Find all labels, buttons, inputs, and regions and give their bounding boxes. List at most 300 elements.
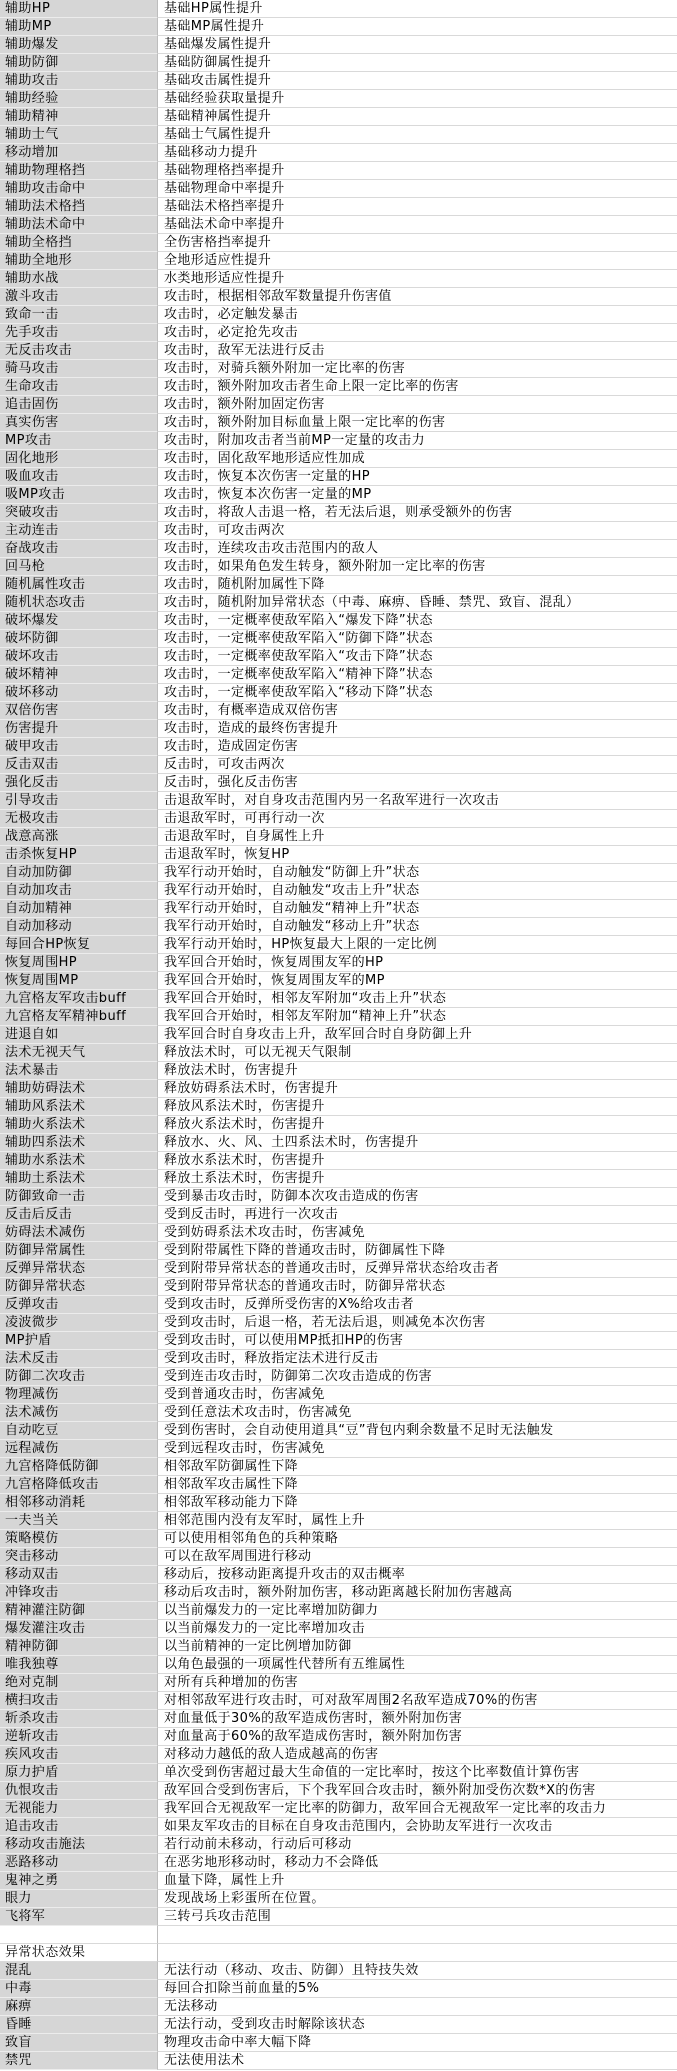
skill-name-cell[interactable]: 强化反击: [0, 774, 157, 792]
skill-desc-cell[interactable]: 基础防御属性提升: [157, 54, 677, 72]
skill-desc-cell[interactable]: 基础经验获取量提升: [157, 90, 677, 108]
table-row: [0, 1224, 677, 1242]
skill-name-cell[interactable]: 回马枪: [0, 558, 157, 576]
skill-name-cell[interactable]: 辅助物理格挡: [0, 162, 157, 180]
skill-name-cell[interactable]: 反弹攻击: [0, 1296, 157, 1314]
skill-desc-cell[interactable]: 可以在敌军周围进行移动: [157, 1548, 677, 1566]
skill-desc-cell[interactable]: 全伤害格挡率提升: [157, 234, 677, 252]
skill-name-cell[interactable]: 破坏精神: [0, 666, 157, 684]
skill-desc-cell[interactable]: 攻击时，随机附加异常状态（中毒、麻痹、昏睡、禁咒、致盲、混乱）: [157, 594, 677, 612]
skill-desc-cell[interactable]: 血量下降，属性上升: [157, 1872, 677, 1890]
table-row: [0, 432, 677, 450]
skill-name-cell[interactable]: 辅助精神: [0, 108, 157, 126]
skill-desc-cell[interactable]: 对相邻敌军进行攻击时，可对敌军周围2名敌军造成70%的伤害: [157, 1692, 677, 1710]
skill-desc-cell[interactable]: 可以使用相邻角色的兵种策略: [157, 1530, 677, 1548]
table-row: [0, 360, 677, 378]
skill-desc-cell[interactable]: 以当前爆发力的一定比率增加防御力: [157, 1602, 677, 1620]
skill-desc-cell[interactable]: 受到暴击攻击时，防御本次攻击造成的伤害: [157, 1188, 677, 1206]
table-row: [0, 1548, 677, 1566]
skill-name-cell[interactable]: 先手攻击: [0, 324, 157, 342]
table-row: [0, 216, 677, 234]
skill-desc-cell[interactable]: 我军行动开始时，自动触发“攻击上升”状态: [157, 882, 677, 900]
skill-name-cell[interactable]: 精神防御: [0, 1638, 157, 1656]
skill-desc-cell[interactable]: 水类地形适应性提升: [157, 270, 677, 288]
skill-desc-cell[interactable]: 我军回合开始时，恢复周围友军的HP: [157, 954, 677, 972]
skill-desc-cell[interactable]: 攻击时，造成固定伤害: [157, 738, 677, 756]
skill-name-cell[interactable]: 辅助法术格挡: [0, 198, 157, 216]
skill-name-cell[interactable]: 飞将军: [0, 1908, 157, 1926]
skill-name-cell[interactable]: 突击移动: [0, 1548, 157, 1566]
skill-desc-cell[interactable]: 基础移动力提升: [157, 144, 677, 162]
skill-desc-cell[interactable]: 攻击时，额外附加攻击者生命上限一定比率的伤害: [157, 378, 677, 396]
skill-name-cell[interactable]: 进退自如: [0, 1026, 157, 1044]
skill-name-cell[interactable]: 原力护盾: [0, 1764, 157, 1782]
skill-name-cell[interactable]: 辅助HP: [0, 0, 157, 18]
skill-desc-cell[interactable]: 三转弓兵攻击范围: [157, 1908, 677, 1926]
skill-name-cell[interactable]: 鬼神之勇: [0, 1872, 157, 1890]
table-row: [0, 846, 677, 864]
skill-desc-cell[interactable]: 释放妨碍系法术时，伤害提升: [157, 1080, 677, 1098]
skill-desc-cell[interactable]: 基础法术格挡率提升: [157, 198, 677, 216]
skill-desc-cell[interactable]: 攻击时，必定抢先攻击: [157, 324, 677, 342]
skill-desc-cell[interactable]: 释放法术时，伤害提升: [157, 1062, 677, 1080]
skill-desc-cell[interactable]: 攻击时，恢复本次伤害一定量的MP: [157, 486, 677, 504]
skill-name-cell[interactable]: 法术减伤: [0, 1404, 157, 1422]
skill-name-cell[interactable]: 恶路移动: [0, 1854, 157, 1872]
skill-name-cell[interactable]: 移动攻击施法: [0, 1836, 157, 1854]
table-row: [0, 1944, 677, 1962]
skill-name-cell[interactable]: 反弹异常状态: [0, 1260, 157, 1278]
skill-desc-cell[interactable]: 我军回合开始时，相邻友军附加“攻击上升”状态: [157, 990, 677, 1008]
skill-name-cell[interactable]: 九宫格降低防御: [0, 1458, 157, 1476]
skill-name-cell[interactable]: 法术暴击: [0, 1062, 157, 1080]
skill-name-cell[interactable]: 伤害提升: [0, 720, 157, 738]
skill-desc-cell[interactable]: 基础士气属性提升: [157, 126, 677, 144]
skill-desc-cell[interactable]: 释放水、火、风、土四系法术时，伤害提升: [157, 1134, 677, 1152]
skill-desc-cell[interactable]: 受到附带属性下降的普通攻击时，防御属性下降: [157, 1242, 677, 1260]
table-row: [0, 0, 677, 18]
skill-name-cell[interactable]: 移动增加: [0, 144, 157, 162]
skill-desc-cell[interactable]: [157, 1926, 677, 1944]
skill-desc-cell[interactable]: 受到攻击时，反弹所受伤害的X%给攻击者: [157, 1296, 677, 1314]
table-row: [0, 972, 677, 990]
table-row: [0, 612, 677, 630]
skill-desc-cell[interactable]: 攻击时，一定概率使敌军陷入“移动下降”状态: [157, 684, 677, 702]
skill-desc-cell[interactable]: 基础HP属性提升: [157, 0, 677, 18]
skill-name-cell[interactable]: 疾风攻击: [0, 1746, 157, 1764]
table-row: [0, 1764, 677, 1782]
skill-desc-cell[interactable]: 击退敌军时，自身属性上升: [157, 828, 677, 846]
skill-desc-cell[interactable]: 我军行动开始时，自动触发“移动上升”状态: [157, 918, 677, 936]
table-row: [0, 558, 677, 576]
table-row: [0, 1836, 677, 1854]
skill-name-cell[interactable]: 引导攻击: [0, 792, 157, 810]
table-row: [0, 1818, 677, 1836]
skill-name-cell[interactable]: 九宫格友军精神buff: [0, 1008, 157, 1026]
table-row: [0, 1494, 677, 1512]
skill-desc-cell[interactable]: 我军回合时自身攻击上升，敌军回合时自身防御上升: [157, 1026, 677, 1044]
skill-desc-cell[interactable]: 相邻范围内没有友军时，属性上升: [157, 1512, 677, 1530]
table-row: [0, 126, 677, 144]
skill-name-cell[interactable]: 中毒: [0, 1980, 157, 1998]
skill-name-cell[interactable]: 防御异常属性: [0, 1242, 157, 1260]
skill-name-cell[interactable]: 辅助水战: [0, 270, 157, 288]
skill-name-cell[interactable]: 恢复周围MP: [0, 972, 157, 990]
table-row: [0, 270, 677, 288]
skill-desc-cell[interactable]: 对所有兵种增加的伤害: [157, 1674, 677, 1692]
table-row: [0, 1800, 677, 1818]
table-row: [0, 486, 677, 504]
table-row: [0, 1314, 677, 1332]
table-row: [0, 324, 677, 342]
skill-name-cell[interactable]: MP攻击: [0, 432, 157, 450]
table-row: [0, 504, 677, 522]
skill-name-cell[interactable]: 追击固伤: [0, 396, 157, 414]
table-row: [0, 1584, 677, 1602]
skill-name-cell[interactable]: 辅助MP: [0, 18, 157, 36]
table-row: [0, 1008, 677, 1026]
table-row: [0, 468, 677, 486]
skill-desc-cell[interactable]: 攻击时，对骑兵额外附加一定比率的伤害: [157, 360, 677, 378]
skill-desc-cell[interactable]: 攻击时，必定触发暴击: [157, 306, 677, 324]
skill-desc-cell[interactable]: 释放法术时，可以无视天气限制: [157, 1044, 677, 1062]
skill-name-cell[interactable]: 混乱: [0, 1962, 157, 1980]
table-row: [0, 1530, 677, 1548]
skill-desc-cell[interactable]: 击退敌军时，恢复HP: [157, 846, 677, 864]
skill-desc-cell[interactable]: 相邻敌军移动能力下降: [157, 1494, 677, 1512]
skill-desc-cell[interactable]: 受到反击时，再进行一次攻击: [157, 1206, 677, 1224]
skill-desc-cell[interactable]: 全地形适应性提升: [157, 252, 677, 270]
skill-desc-cell[interactable]: 受到任意法术攻击时，伤害减免: [157, 1404, 677, 1422]
skill-desc-cell[interactable]: 受到连击攻击时，防御第二次攻击造成的伤害: [157, 1368, 677, 1386]
table-row: [0, 1656, 677, 1674]
skill-name-cell[interactable]: 相邻移动消耗: [0, 1494, 157, 1512]
skill-name-cell[interactable]: 法术反击: [0, 1350, 157, 1368]
skill-name-cell[interactable]: 辅助全地形: [0, 252, 157, 270]
skill-name-cell[interactable]: 一夫当关: [0, 1512, 157, 1530]
skill-name-cell[interactable]: 麻痹: [0, 1998, 157, 2016]
skill-desc-cell[interactable]: 受到普通攻击时，伤害减免: [157, 1386, 677, 1404]
table-row: [0, 540, 677, 558]
skill-name-cell[interactable]: 策略模仿: [0, 1530, 157, 1548]
skill-name-cell[interactable]: 禁咒: [0, 2052, 157, 2070]
skill-desc-cell[interactable]: 我军行动开始时，HP恢复最大上限的一定比例: [157, 936, 677, 954]
skill-desc-cell[interactable]: 受到妨碍系法术攻击时，伤害减免: [157, 1224, 677, 1242]
skill-desc-cell[interactable]: 受到附带异常状态的普通攻击时，防御异常状态: [157, 1278, 677, 1296]
skill-desc-cell[interactable]: 以当前精神的一定比例增加防御: [157, 1638, 677, 1656]
skill-desc-cell[interactable]: 受到附带异常状态的普通攻击时，反弹异常状态给攻击者: [157, 1260, 677, 1278]
skill-desc-cell[interactable]: 物理攻击命中率大幅下降: [157, 2034, 677, 2052]
skill-name-cell[interactable]: 无极攻击: [0, 810, 157, 828]
skill-name-cell[interactable]: 双倍伤害: [0, 702, 157, 720]
skill-desc-cell[interactable]: 攻击时，一定概率使敌军陷入“防御下降”状态: [157, 630, 677, 648]
skill-name-cell[interactable]: 辅助火系法术: [0, 1116, 157, 1134]
skill-name-cell[interactable]: 防御二次攻击: [0, 1368, 157, 1386]
skill-desc-cell[interactable]: 击退敌军时，可再行动一次: [157, 810, 677, 828]
skill-desc-cell[interactable]: 在恶劣地形移动时，移动力不会降低: [157, 1854, 677, 1872]
skill-name-cell[interactable]: 辅助经验: [0, 90, 157, 108]
skill-name-cell[interactable]: 破坏爆发: [0, 612, 157, 630]
skill-name-cell[interactable]: 法术无视天气: [0, 1044, 157, 1062]
skill-desc-cell[interactable]: 对移动力越低的敌人造成越高的伤害: [157, 1746, 677, 1764]
skill-desc-cell[interactable]: 敌军回合受到伤害后，下个我军回合攻击时，额外附加受伤次数*X的伤害: [157, 1782, 677, 1800]
skill-name-cell[interactable]: 辅助爆发: [0, 36, 157, 54]
skill-name-cell[interactable]: 九宫格友军攻击buff: [0, 990, 157, 1008]
skill-name-cell[interactable]: 致盲: [0, 2034, 157, 2052]
table-row: [0, 1602, 677, 1620]
skill-desc-cell[interactable]: 攻击时，如果角色发生转身，额外附加一定比率的伤害: [157, 558, 677, 576]
skill-desc-cell[interactable]: 攻击时，将敌人击退一格，若无法后退，则承受额外的伤害: [157, 504, 677, 522]
skill-desc-cell[interactable]: 攻击时，额外附加固定伤害: [157, 396, 677, 414]
skill-desc-cell[interactable]: 攻击时，根据相邻敌军数量提升伤害值: [157, 288, 677, 306]
table-row: [0, 1566, 677, 1584]
table-row: [0, 162, 677, 180]
table-row: [0, 90, 677, 108]
skill-desc-cell[interactable]: 击退敌军时，对自身攻击范围内另一名敌军进行一次攻击: [157, 792, 677, 810]
skill-name-cell[interactable]: 绝对克制: [0, 1674, 157, 1692]
skill-name-cell[interactable]: 昏睡: [0, 2016, 157, 2034]
skill-desc-cell[interactable]: 基础法术命中率提升: [157, 216, 677, 234]
skill-name-cell[interactable]: 无视能力: [0, 1800, 157, 1818]
skill-desc-cell[interactable]: 受到攻击时，可以使用MP抵扣HP的伤害: [157, 1332, 677, 1350]
skill-name-cell[interactable]: 破坏攻击: [0, 648, 157, 666]
skill-desc-cell[interactable]: 我军行动开始时，自动触发“防御上升”状态: [157, 864, 677, 882]
skill-name-cell[interactable]: 破坏防御: [0, 630, 157, 648]
skill-desc-cell[interactable]: 攻击时，恢复本次伤害一定量的HP: [157, 468, 677, 486]
skill-name-cell[interactable]: 防御异常状态: [0, 1278, 157, 1296]
table-row: [0, 144, 677, 162]
skill-name-cell[interactable]: 生命攻击: [0, 378, 157, 396]
table-row: [0, 1458, 677, 1476]
table-row: [0, 882, 677, 900]
skill-desc-cell[interactable]: 无法行动，受到攻击时解除该状态: [157, 2016, 677, 2034]
skill-desc-cell[interactable]: 以角色最强的一项属性代替所有五维属性: [157, 1656, 677, 1674]
skill-desc-cell[interactable]: 反击时，可攻击两次: [157, 756, 677, 774]
skill-name-cell[interactable]: 破甲攻击: [0, 738, 157, 756]
skill-desc-cell[interactable]: 我军回合无视敌军一定比率的防御力，敌军回合无视敌军一定比率的攻击力: [157, 1800, 677, 1818]
table-row: [0, 1188, 677, 1206]
skill-name-cell[interactable]: 随机状态攻击: [0, 594, 157, 612]
skill-name-cell[interactable]: MP护盾: [0, 1332, 157, 1350]
skill-desc-cell[interactable]: 受到攻击时，释放指定法术进行反击: [157, 1350, 677, 1368]
skill-name-cell[interactable]: 战意高涨: [0, 828, 157, 846]
skill-name-cell[interactable]: 致命一击: [0, 306, 157, 324]
skill-name-cell[interactable]: 突破攻击: [0, 504, 157, 522]
skill-name-cell[interactable]: 激斗攻击: [0, 288, 157, 306]
table-row: [0, 1710, 677, 1728]
skill-desc-cell[interactable]: 攻击时，一定概率使敌军陷入“攻击下降”状态: [157, 648, 677, 666]
skill-desc-cell[interactable]: 对血量高于60%的敌军造成伤害时，额外附加伤害: [157, 1728, 677, 1746]
skill-desc-cell[interactable]: 如果友军攻击的目标在自身攻击范围内，会协助友军进行一次攻击: [157, 1818, 677, 1836]
skill-desc-cell[interactable]: 释放土系法术时，伤害提升: [157, 1170, 677, 1188]
table-row: [0, 648, 677, 666]
table-row: [0, 900, 677, 918]
skill-name-cell[interactable]: 辅助妨碍法术: [0, 1080, 157, 1098]
skill-desc-cell[interactable]: 攻击时，连续攻击攻击范围内的敌人: [157, 540, 677, 558]
skill-name-cell[interactable]: 恢复周围HP: [0, 954, 157, 972]
skill-name-cell[interactable]: 真实伤害: [0, 414, 157, 432]
skill-name-cell[interactable]: 击杀恢复HP: [0, 846, 157, 864]
skill-name-cell[interactable]: 自动吃豆: [0, 1422, 157, 1440]
table-row: [0, 1026, 677, 1044]
skill-name-cell[interactable]: 自动加防御: [0, 864, 157, 882]
skill-desc-cell[interactable]: 攻击时，造成的最终伤害提升: [157, 720, 677, 738]
table-row: [0, 2034, 677, 2052]
skill-desc-cell[interactable]: 对血量低于30%的敌军造成伤害时，额外附加伤害: [157, 1710, 677, 1728]
skill-desc-cell[interactable]: 受到攻击时，后退一格，若无法后退，则减免本次伤害: [157, 1314, 677, 1332]
skill-name-cell[interactable]: 辅助防御: [0, 54, 157, 72]
skill-desc-cell[interactable]: 反击时，强化反击伤害: [157, 774, 677, 792]
skill-name-cell[interactable]: 吸血攻击: [0, 468, 157, 486]
skill-name-cell[interactable]: [0, 1926, 157, 1944]
table-row: [0, 684, 677, 702]
skill-name-cell[interactable]: 每回合HP恢复: [0, 936, 157, 954]
skill-name-cell[interactable]: 骑马攻击: [0, 360, 157, 378]
skill-name-cell[interactable]: 辅助攻击: [0, 72, 157, 90]
skill-name-cell[interactable]: 远程减伤: [0, 1440, 157, 1458]
skill-desc-cell[interactable]: 每回合扣除当前血量的5%: [157, 1980, 677, 1998]
skill-name-cell[interactable]: 辅助四系法术: [0, 1134, 157, 1152]
skill-name-cell[interactable]: 辅助攻击命中: [0, 180, 157, 198]
skill-name-cell[interactable]: 移动双击: [0, 1566, 157, 1584]
skill-desc-cell[interactable]: 攻击时，固化敌军地形适应性加成: [157, 450, 677, 468]
skill-name-cell[interactable]: 斩杀攻击: [0, 1710, 157, 1728]
skill-desc-cell[interactable]: 基础物理格挡率提升: [157, 162, 677, 180]
skill-name-cell[interactable]: 爆发灌注攻击: [0, 1620, 157, 1638]
skill-name-cell[interactable]: 冲锋攻击: [0, 1584, 157, 1602]
skill-name-cell[interactable]: 妨碍法术减伤: [0, 1224, 157, 1242]
table-row: [0, 666, 677, 684]
skill-name-cell[interactable]: 辅助全格挡: [0, 234, 157, 252]
skill-name-cell[interactable]: 辅助法术命中: [0, 216, 157, 234]
table-row: [0, 1674, 677, 1692]
skill-desc-cell[interactable]: 我军回合开始时，相邻友军附加“精神上升”状态: [157, 1008, 677, 1026]
table-row: [0, 1422, 677, 1440]
table-row: [0, 990, 677, 1008]
table-row: [0, 414, 677, 432]
skill-desc-cell[interactable]: 基础MP属性提升: [157, 18, 677, 36]
skill-name-cell[interactable]: 辅助风系法术: [0, 1098, 157, 1116]
skill-name-cell[interactable]: 异常状态效果: [0, 1944, 157, 1962]
table-row: [0, 864, 677, 882]
table-row: [0, 1746, 677, 1764]
skill-desc-cell[interactable]: 移动后攻击时，额外附加伤害，移动距离越长附加伤害越高: [157, 1584, 677, 1602]
skill-name-cell[interactable]: 自动加攻击: [0, 882, 157, 900]
skill-name-cell[interactable]: 反击后反击: [0, 1206, 157, 1224]
table-row: [0, 774, 677, 792]
table-row: [0, 1152, 677, 1170]
skill-name-cell[interactable]: 横扫攻击: [0, 1692, 157, 1710]
skill-name-cell[interactable]: 奋战攻击: [0, 540, 157, 558]
table-row: [0, 630, 677, 648]
skill-name-cell[interactable]: 无反击攻击: [0, 342, 157, 360]
skill-desc-cell[interactable]: 基础物理命中率提升: [157, 180, 677, 198]
skill-name-cell[interactable]: 辅助士气: [0, 126, 157, 144]
skill-desc-cell[interactable]: 基础爆发属性提升: [157, 36, 677, 54]
skill-desc-cell[interactable]: 若行动前未移动，行动后可移动: [157, 1836, 677, 1854]
skill-desc-cell[interactable]: 无法使用法术: [157, 2052, 677, 2070]
skill-name-cell[interactable]: 防御致命一击: [0, 1188, 157, 1206]
table-row: [0, 1296, 677, 1314]
skill-name-cell[interactable]: 眼力: [0, 1890, 157, 1908]
table-row: [0, 234, 677, 252]
table-row: [0, 1278, 677, 1296]
skill-desc-cell[interactable]: 释放火系法术时，伤害提升: [157, 1116, 677, 1134]
table-row: [0, 702, 677, 720]
table-row: [0, 918, 677, 936]
skill-name-cell[interactable]: 物理减伤: [0, 1386, 157, 1404]
skill-desc-cell[interactable]: 移动后，按移动距离提升攻击的双击概率: [157, 1566, 677, 1584]
skill-desc-cell[interactable]: 攻击时，敌军无法进行反击: [157, 342, 677, 360]
skill-name-cell[interactable]: 固化地形: [0, 450, 157, 468]
skill-desc-cell[interactable]: 单次受到伤害超过最大生命值的一定比率时，按这个比率数值计算伤害: [157, 1764, 677, 1782]
skill-desc-cell[interactable]: 攻击时，可攻击两次: [157, 522, 677, 540]
skill-name-cell[interactable]: 精神灌注防御: [0, 1602, 157, 1620]
skill-name-cell[interactable]: 九宫格降低攻击: [0, 1476, 157, 1494]
skill-desc-cell[interactable]: 无法行动（移动、攻击、防御）且特技失效: [157, 1962, 677, 1980]
skill-desc-cell[interactable]: 受到远程攻击时，伤害减免: [157, 1440, 677, 1458]
skill-desc-cell[interactable]: 攻击时，一定概率使敌军陷入“精神下降”状态: [157, 666, 677, 684]
table-row: [0, 378, 677, 396]
table-row: [0, 1386, 677, 1404]
skill-name-cell[interactable]: 破坏移动: [0, 684, 157, 702]
table-row: [0, 1134, 677, 1152]
skill-name-cell[interactable]: 反击双击: [0, 756, 157, 774]
skill-desc-cell[interactable]: [157, 1944, 677, 1962]
skill-name-cell[interactable]: 吸MP攻击: [0, 486, 157, 504]
table-row: [0, 54, 677, 72]
skill-desc-cell[interactable]: 无法移动: [157, 1998, 677, 2016]
table-row: [0, 522, 677, 540]
skill-desc-cell[interactable]: 我军行动开始时，自动触发“精神上升”状态: [157, 900, 677, 918]
skill-name-cell[interactable]: 辅助土系法术: [0, 1170, 157, 1188]
skill-desc-cell[interactable]: 攻击时，一定概率使敌军陷入“爆发下降”状态: [157, 612, 677, 630]
skill-name-cell[interactable]: 仇恨攻击: [0, 1782, 157, 1800]
skill-desc-cell[interactable]: 基础攻击属性提升: [157, 72, 677, 90]
skill-name-cell[interactable]: 自动加精神: [0, 900, 157, 918]
skill-name-cell[interactable]: 唯我独尊: [0, 1656, 157, 1674]
skill-desc-cell[interactable]: 攻击时，随机附加属性下降: [157, 576, 677, 594]
skill-desc-cell[interactable]: 基础精神属性提升: [157, 108, 677, 126]
table-row: [0, 108, 677, 126]
skill-desc-cell[interactable]: 受到伤害时，会自动使用道具“豆”背包内剩余数量不足时无法触发: [157, 1422, 677, 1440]
table-row: [0, 1206, 677, 1224]
skill-name-cell[interactable]: 辅助水系法术: [0, 1152, 157, 1170]
skill-desc-cell[interactable]: 相邻敌军防御属性下降: [157, 1458, 677, 1476]
table-row: [0, 1908, 677, 1926]
skill-desc-cell[interactable]: 我军回合开始时，恢复周围友军的MP: [157, 972, 677, 990]
skill-desc-cell[interactable]: 攻击时，额外附加目标血量上限一定比率的伤害: [157, 414, 677, 432]
skill-desc-cell[interactable]: 释放水系法术时，伤害提升: [157, 1152, 677, 1170]
skill-desc-cell[interactable]: 释放风系法术时，伤害提升: [157, 1098, 677, 1116]
skill-desc-cell[interactable]: 相邻敌军攻击属性下降: [157, 1476, 677, 1494]
skill-name-cell[interactable]: 逆斩攻击: [0, 1728, 157, 1746]
table-row: [0, 18, 677, 36]
table-row: [0, 252, 677, 270]
skill-desc-cell[interactable]: 攻击时，有概率造成双倍伤害: [157, 702, 677, 720]
skill-name-cell[interactable]: 主动连击: [0, 522, 157, 540]
skill-name-cell[interactable]: 凌波微步: [0, 1314, 157, 1332]
skill-desc-cell[interactable]: 攻击时，附加攻击者当前MP一定量的攻击力: [157, 432, 677, 450]
skill-name-cell[interactable]: 自动加移动: [0, 918, 157, 936]
skill-name-cell[interactable]: 追击攻击: [0, 1818, 157, 1836]
skill-name-cell[interactable]: 随机属性攻击: [0, 576, 157, 594]
table-row: [0, 1332, 677, 1350]
table-row: [0, 2016, 677, 2034]
table-row: [0, 306, 677, 324]
skill-desc-cell[interactable]: 发现战场上彩蛋所在位置。: [157, 1890, 677, 1908]
skill-desc-cell[interactable]: 以当前爆发力的一定比率增加攻击: [157, 1620, 677, 1638]
